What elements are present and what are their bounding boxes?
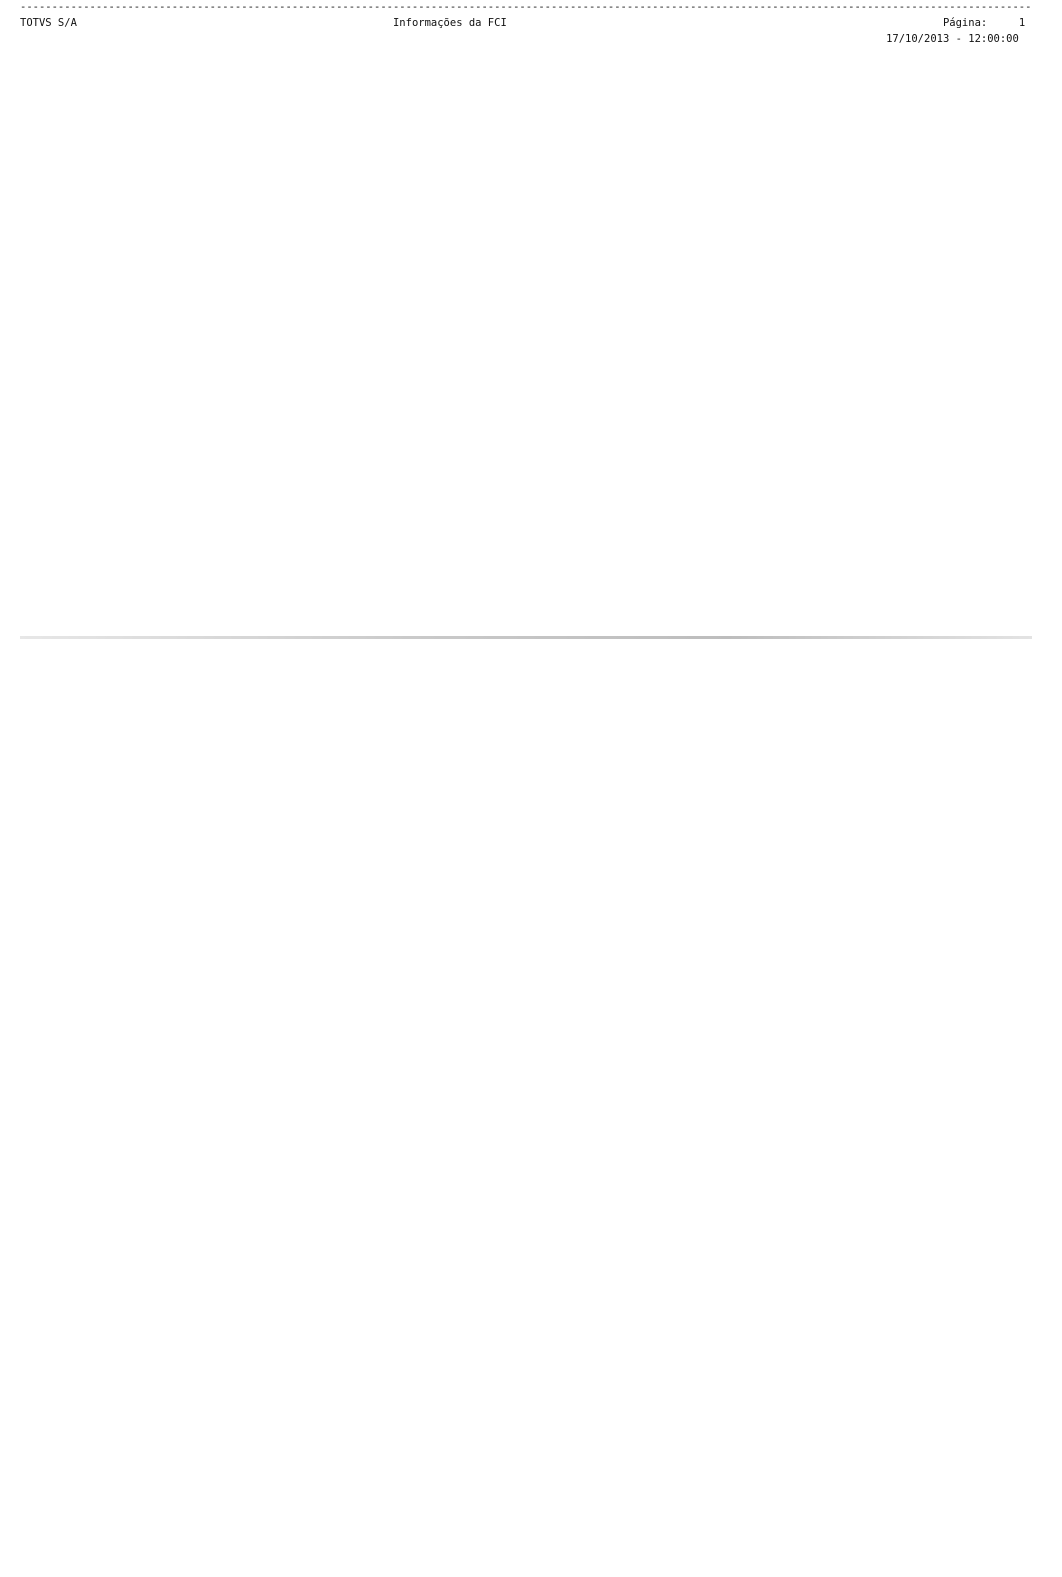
report-field: Informações da FCI xyxy=(392,16,507,29)
report-field: 17/10/2013 - 12:00:00 xyxy=(886,32,1019,45)
report-field: TOTVS S/A xyxy=(20,16,77,29)
header-line xyxy=(20,16,1040,32)
report-body xyxy=(20,0,1040,48)
report-field: Página: xyxy=(942,16,988,29)
report-field: 1 xyxy=(1018,16,1026,29)
top-rule: ---------------------------------------------------------------------------------------------------------------------------------------------------------------- xyxy=(20,1,1032,13)
report-page xyxy=(20,0,1040,1577)
datetime-line xyxy=(20,32,1040,48)
page-break-divider xyxy=(20,636,1032,639)
